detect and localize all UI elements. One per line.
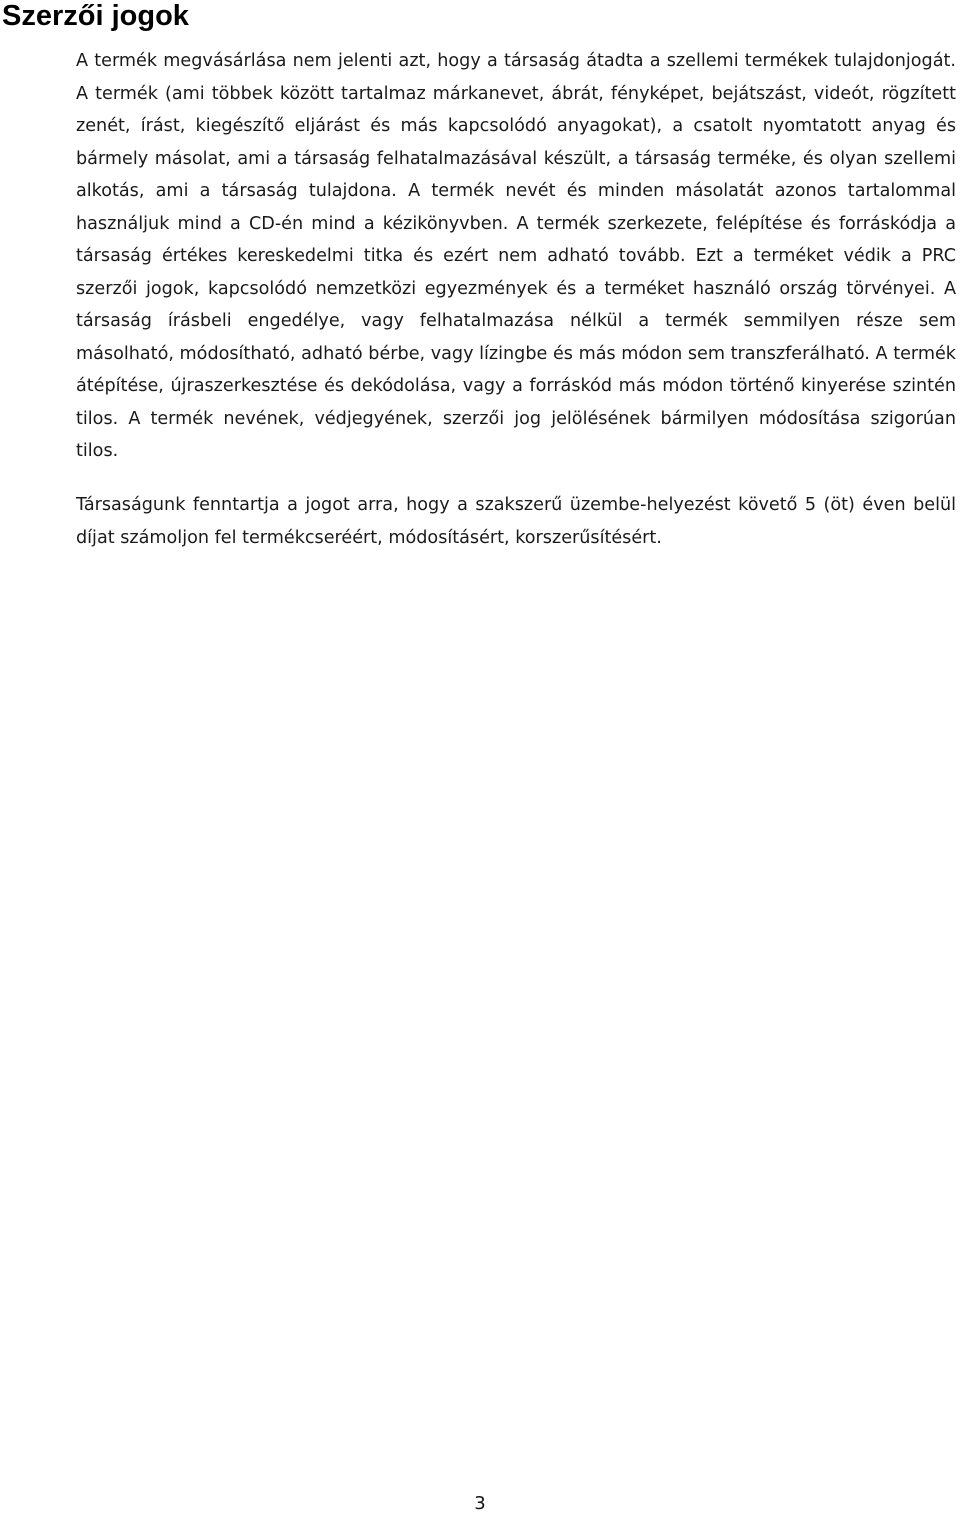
sentence: A termék megvásárlása nem jelenti azt, hogy a társaság átadta a szellemi termékek tulajdonjogát. bbox=[76, 51, 956, 71]
sentence: Ezt a terméket védik a PRC szerzői jogok, kapcsolódó nemzetközi egyezmények és a terméket használó ország törvényei. bbox=[76, 246, 956, 299]
page-title: Szerzői jogok bbox=[2, 0, 189, 32]
sentence: A társaság írásbeli engedélye, vagy felhatalmazása nélkül a termék semmilyen része sem másolható, módosítható, adható bérbe, vagy lízingbe és más módon sem transzferálható. bbox=[76, 278, 957, 364]
sentence: A termék átépítése, újraszerkesztése és dekódolása, vagy a forráskód más módon történő kinyerése szintén tilos. bbox=[76, 343, 956, 429]
sentence: A termék szerkezete, felépítése és forráskódja a társaság értékes kereskedelmi titka és ezért nem adható tovább. bbox=[76, 213, 957, 266]
sentence: A termék nevét és minden másolatát azonos tartalommal használjuk mind a CD-én mind a kézikönyvben. bbox=[76, 181, 956, 234]
sentence: A termék (ami többek között tartalmaz márkanevet, ábrát, fényképet, bejátszást, videót, rögzített zenét, írást, kiegészítő eljárást és más kapcsolódó anyagokat), a csatolt nyomtatott anyag és bármely másolat, ami a társaság felhatalmazásával készült, a társaság terméke, és olyan szellemi alkotás, ami a társaság tulajdona. bbox=[76, 83, 956, 201]
page-number: 3 bbox=[474, 1493, 486, 1514]
copyright-paragraph bbox=[76, 45, 956, 468]
fee-paragraph: Társaságunk fenntartja a jogot arra, hogy a szakszerű üzembe-helyezést követő 5 (öt) éven belül díjat számoljon fel termékcseréért, módosításért, korszerűsítésért. bbox=[76, 495, 956, 548]
sentence: A termék nevének, védjegyének, szerzői jog jelölésének bármilyen módosítása szigorúan tilos. bbox=[76, 408, 956, 461]
